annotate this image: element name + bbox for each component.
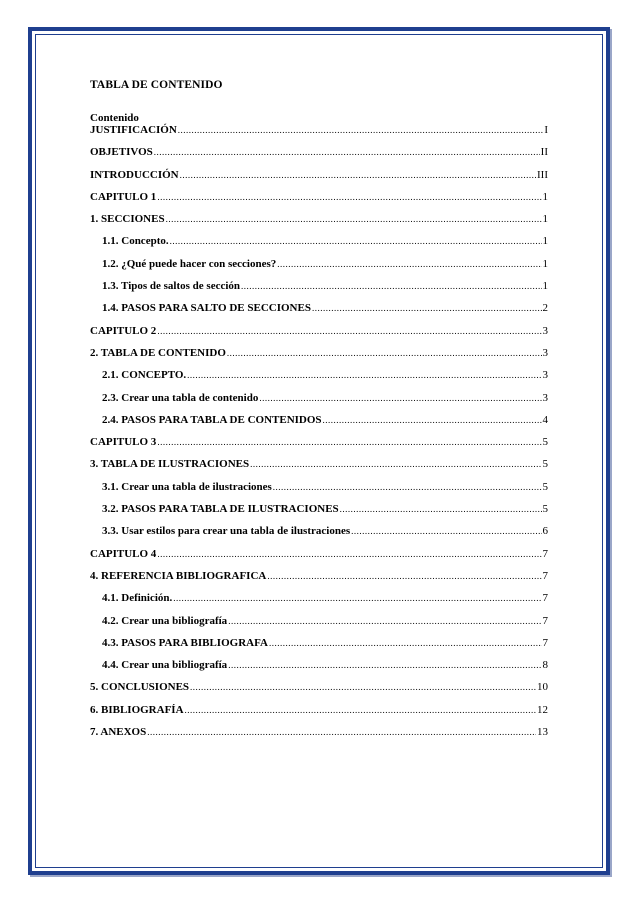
toc-entry-label: CAPITULO 3 — [90, 436, 157, 449]
toc-entry[interactable] — [90, 137, 548, 159]
toc-leader-dots — [154, 146, 540, 159]
document-title: TABLA DE CONTENIDO — [90, 79, 223, 91]
toc-entry-label: 4.2. Crear una bibliografía — [102, 614, 228, 627]
toc-entry-label: 7. ANEXOS — [90, 726, 147, 739]
toc-heading: Contenido — [90, 112, 139, 124]
toc-entry-page: 10 — [537, 681, 548, 694]
toc-entry-page: 1 — [542, 213, 548, 226]
toc-leader-dots — [157, 548, 541, 561]
toc-entry[interactable] — [90, 427, 548, 449]
toc-leader-dots — [180, 169, 536, 182]
toc-entry-label: 1.2. ¿Qué puede hacer con secciones? — [102, 257, 277, 270]
toc-entry[interactable] — [90, 471, 548, 493]
toc-entry-label: 6. BIBLIOGRAFÍA — [90, 703, 184, 716]
toc-entry-page: 1 — [542, 190, 548, 203]
toc-entry-page: 1 — [542, 235, 548, 248]
toc-entry[interactable] — [90, 516, 548, 538]
toc-entry[interactable] — [90, 338, 548, 360]
toc-leader-dots — [228, 615, 541, 628]
toc-entry-label: 2. TABLA DE CONTENIDO — [90, 346, 226, 359]
toc-entry-label: 5. CONCLUSIONES — [90, 681, 190, 694]
toc-leader-dots — [351, 525, 541, 538]
toc-entry[interactable] — [90, 271, 548, 293]
toc-entry-page: 3 — [542, 369, 548, 382]
toc-entry-page: 1 — [542, 257, 548, 270]
toc-entry-label: 1.1. Concepto. — [102, 235, 169, 248]
toc-leader-dots — [267, 570, 541, 583]
toc-leader-dots — [178, 124, 544, 137]
toc-entry[interactable] — [90, 494, 548, 516]
toc-leader-dots — [277, 258, 541, 271]
toc-leader-dots — [228, 659, 541, 672]
toc-leader-dots — [241, 280, 541, 293]
toc-leader-dots — [185, 704, 536, 717]
toc-leader-dots — [157, 436, 541, 449]
toc-entry-page: 5 — [542, 480, 548, 493]
toc-entry[interactable] — [90, 159, 548, 181]
toc-entry-page: 3 — [542, 324, 548, 337]
table-of-contents — [90, 124, 548, 739]
toc-entry-page: 1 — [542, 280, 548, 293]
toc-entry-label: 3.2. PASOS PARA TABLA DE ILUSTRACIONES — [102, 503, 339, 516]
toc-entry-page: 12 — [537, 703, 548, 716]
toc-leader-dots — [187, 369, 541, 382]
toc-entry[interactable] — [90, 628, 548, 650]
toc-leader-dots — [273, 481, 542, 494]
toc-entry[interactable] — [90, 717, 548, 739]
toc-leader-dots — [170, 235, 542, 248]
toc-entry-page: 3 — [542, 391, 548, 404]
toc-entry[interactable] — [90, 694, 548, 716]
toc-entry-page: 5 — [542, 436, 548, 449]
toc-entry[interactable] — [90, 204, 548, 226]
toc-entry-label: 3.3. Usar estilos para crear una tabla de ilustraciones — [102, 525, 351, 538]
toc-entry-label: CAPITULO 2 — [90, 324, 157, 337]
toc-entry-label: OBJETIVOS — [90, 146, 153, 159]
toc-leader-dots — [157, 191, 541, 204]
toc-entry-page: 7 — [542, 592, 548, 605]
toc-entry-page: 7 — [542, 636, 548, 649]
toc-entry-label: 3. TABLA DE ILUSTRACIONES — [90, 458, 250, 471]
toc-entry-page: II — [540, 146, 548, 159]
toc-entry-label: 2.1. CONCEPTO. — [102, 369, 187, 382]
toc-entry-page: 7 — [542, 614, 548, 627]
toc-entry-label: INTRODUCCIÓN — [90, 168, 179, 181]
toc-entry-page: 3 — [542, 346, 548, 359]
document-body — [90, 78, 548, 739]
toc-entry[interactable] — [90, 605, 548, 627]
toc-entry-label: 2.3. Crear una tabla de contenido — [102, 391, 259, 404]
toc-entry-page: I — [544, 124, 548, 136]
toc-entry[interactable] — [90, 672, 548, 694]
toc-entry[interactable] — [90, 226, 548, 248]
toc-entry-page: 7 — [542, 569, 548, 582]
toc-entry[interactable] — [90, 315, 548, 337]
toc-leader-dots — [157, 325, 541, 338]
toc-entry-label: CAPITULO 1 — [90, 190, 157, 203]
toc-entry[interactable] — [90, 382, 548, 404]
toc-entry[interactable] — [90, 405, 548, 427]
toc-entry-page: 5 — [542, 503, 548, 516]
toc-leader-dots — [166, 213, 542, 226]
toc-entry-label: 4.3. PASOS PARA BIBLIOGRAFA — [102, 636, 268, 649]
toc-entry[interactable] — [90, 561, 548, 583]
toc-entry-label: 4.1. Definición. — [102, 592, 173, 605]
toc-leader-dots — [259, 392, 541, 405]
toc-leader-dots — [323, 414, 542, 427]
toc-entry[interactable] — [90, 248, 548, 270]
toc-entry-label: 4. REFERENCIA BIBLIOGRAFICA — [90, 569, 267, 582]
toc-leader-dots — [340, 503, 542, 516]
toc-entry-page: 4 — [542, 413, 548, 426]
toc-entry[interactable] — [90, 449, 548, 471]
toc-entry[interactable] — [90, 538, 548, 560]
toc-entry-label: 1.4. PASOS PARA SALTO DE SECCIONES — [102, 302, 311, 315]
toc-entry-label: 3.1. Crear una tabla de ilustraciones — [102, 480, 272, 493]
toc-entry-page: 2 — [542, 302, 548, 315]
toc-leader-dots — [147, 726, 536, 739]
toc-leader-dots — [250, 458, 541, 471]
toc-entry-page: 7 — [542, 547, 548, 560]
toc-entry-page: 5 — [542, 458, 548, 471]
toc-entry-label: JUSTIFICACIÓN — [90, 124, 177, 136]
toc-entry-label: 1. SECCIONES — [90, 213, 165, 226]
toc-entry[interactable] — [90, 360, 548, 382]
toc-entry[interactable] — [90, 650, 548, 672]
toc-entry-label: 1.3. Tipos de saltos de sección — [102, 280, 241, 293]
toc-entry[interactable] — [90, 182, 548, 204]
toc-entry[interactable] — [90, 124, 548, 137]
toc-entry-page: 6 — [542, 525, 548, 538]
toc-leader-dots — [312, 302, 542, 315]
toc-entry-page: 8 — [542, 659, 548, 672]
toc-entry-label: 2.4. PASOS PARA TABLA DE CONTENIDOS — [102, 413, 322, 426]
toc-leader-dots — [190, 681, 536, 694]
toc-entry-page: III — [537, 168, 548, 181]
toc-leader-dots — [227, 347, 542, 360]
toc-entry-label: 4.4. Crear una bibliografía — [102, 659, 228, 672]
toc-entry[interactable] — [90, 293, 548, 315]
toc-entry-page: 13 — [537, 726, 548, 739]
toc-entry[interactable] — [90, 583, 548, 605]
toc-leader-dots — [269, 637, 542, 650]
toc-entry-label: CAPITULO 4 — [90, 547, 157, 560]
toc-leader-dots — [173, 592, 541, 605]
